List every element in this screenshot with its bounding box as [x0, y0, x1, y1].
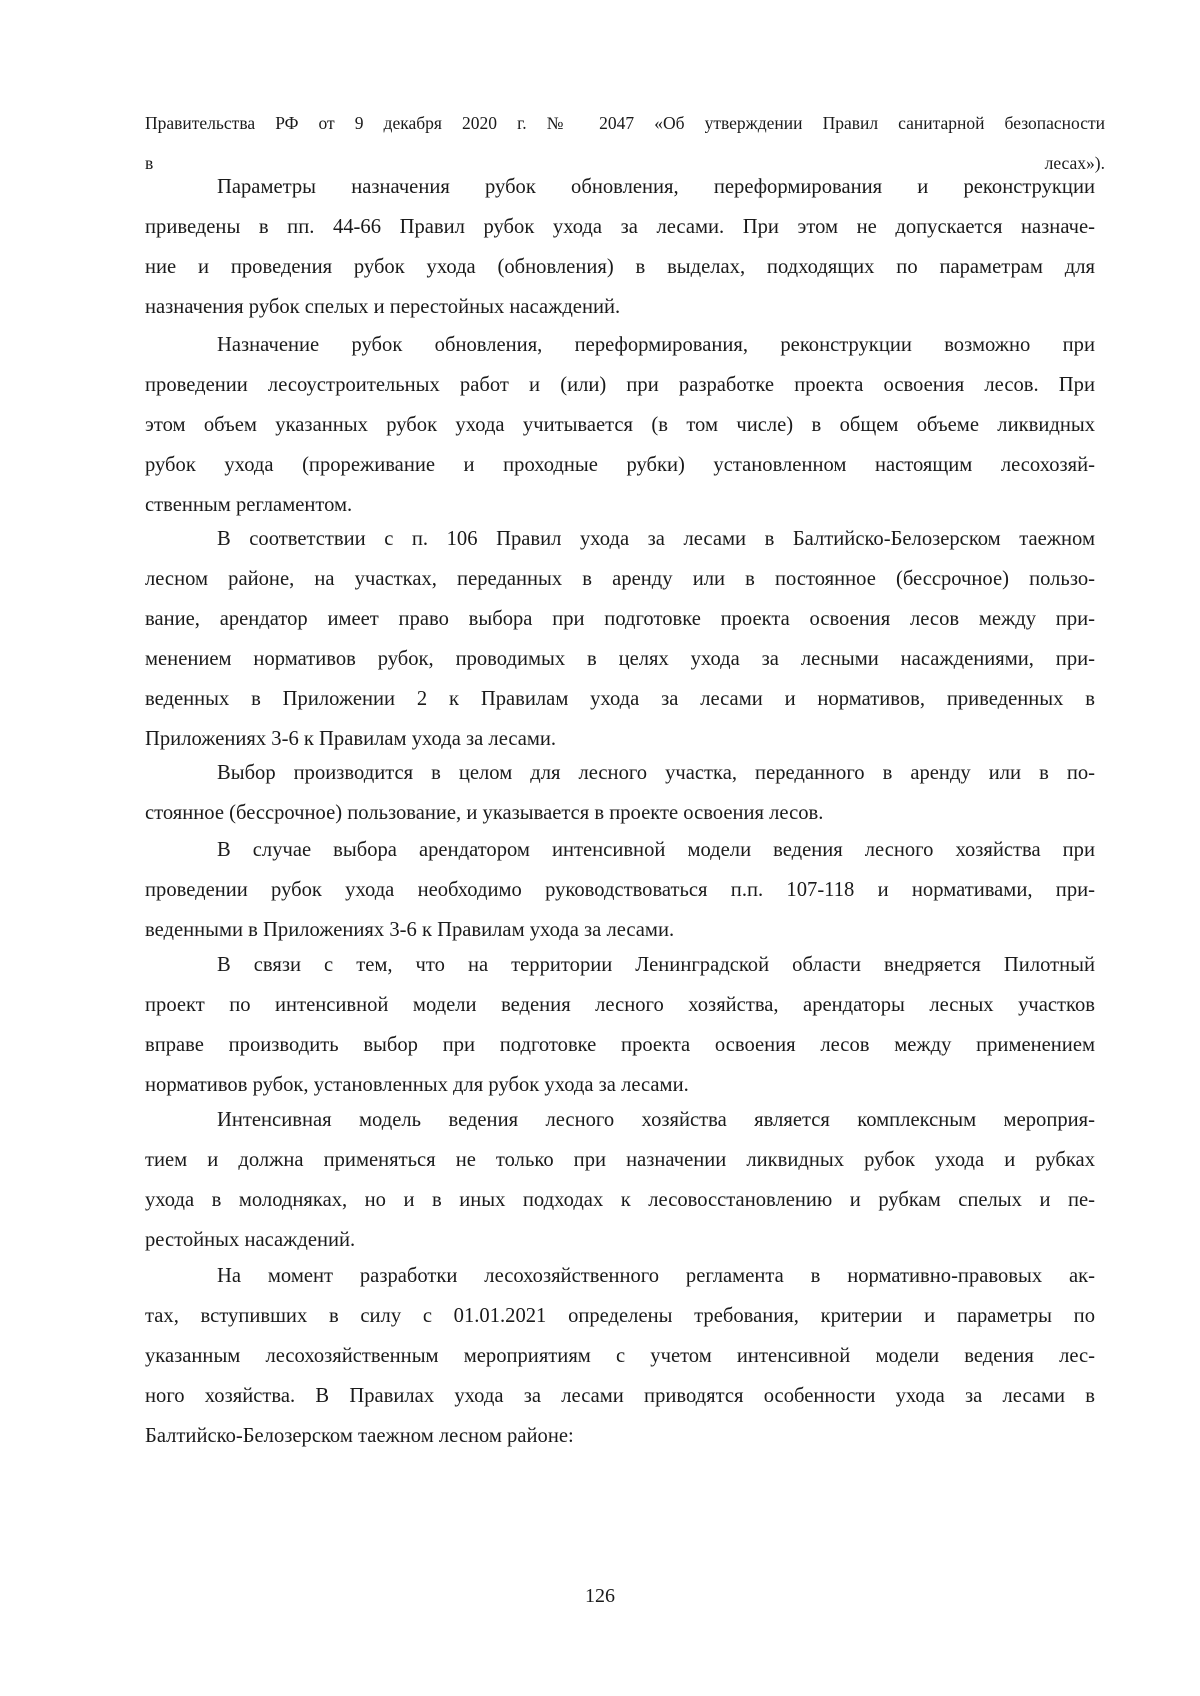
- paragraph-assignment: [145, 325, 1095, 525]
- text-line: Правительства РФ от 9 декабря 2020 г. № 2047 «Об утверждении Правил санитарной безопасности: [145, 113, 1105, 133]
- text-line: ние и проведения рубок ухода (обновления) в выделах, подходящих по параметрам для: [145, 256, 1095, 278]
- text-line: проведении лесоустроительных работ и (или) при разработке проекта освоения лесов. При: [145, 374, 1095, 396]
- text-line: назначения рубок спелых и перестойных насаждений.: [145, 296, 621, 318]
- text-line: В случае выбора арендатором интенсивной модели ведения лесного хозяйства при: [217, 839, 1095, 861]
- text-line: В связи с тем, что на территории Ленинградской области внедряется Пилотный: [217, 954, 1095, 976]
- text-line: вправе производить выбор при подготовке проекта освоения лесов между применением: [145, 1034, 1095, 1056]
- paragraph-pilot-project: [145, 945, 1095, 1105]
- text-line: проведении рубок ухода необходимо руководствоваться п.п. 107-118 и нормативами, при-: [145, 879, 1095, 901]
- text-line: Назначение рубок обновления, переформирования, реконструкции возможно при: [217, 334, 1095, 356]
- text-line: этом объем указанных рубок ухода учитывается (в том числе) в общем объеме ликвидных: [145, 414, 1095, 436]
- paragraph-intensive-model: [145, 1100, 1095, 1260]
- text-line: менением нормативов рубок, проводимых в целях ухода за лесными насаждениями, при-: [145, 648, 1095, 670]
- text-line: проект по интенсивной модели ведения лесного хозяйства, арендаторы лесных участков: [145, 994, 1095, 1016]
- paragraph-regulations: [145, 1256, 1095, 1456]
- text-line: В соответствии с п. 106 Правил ухода за лесами в Балтийско-Белозерском таежном: [217, 528, 1095, 550]
- paragraph-renovation-parameters: [145, 167, 1095, 327]
- paragraph-rules-106: [145, 519, 1095, 759]
- text-line: вание, арендатор имеет право выбора при подготовке проекта освоения лесов между при-: [145, 608, 1095, 630]
- text-line: рестойных насаждений.: [145, 1229, 356, 1251]
- text-line: Приложениях 3-6 к Правилам ухода за лесами.: [145, 728, 557, 750]
- text-line: приведены в пп. 44-66 Правил рубок ухода за лесами. При этом не допускается назначе-: [145, 216, 1095, 238]
- text-line: стоянное (бессрочное) пользование, и указывается в проекте освоения лесов.: [145, 802, 824, 824]
- paragraph-choice: [145, 753, 1095, 833]
- text-line: нормативов рубок, установленных для рубок ухода за лесами.: [145, 1074, 689, 1096]
- text-line: Выбор производится в целом для лесного участка, переданного в аренду или в по-: [217, 762, 1095, 784]
- text-line: Параметры назначения рубок обновления, переформирования и реконструкции: [217, 176, 1095, 198]
- text-line: лесном районе, на участках, переданных в аренду или в постоянное (бессрочное) пользо-: [145, 568, 1095, 590]
- text-line: тием и должна применяться не только при назначении ликвидных рубок ухода и рубках: [145, 1149, 1095, 1171]
- text-line: веденных в Приложении 2 к Правилам ухода за лесами и нормативов, приведенных в: [145, 688, 1095, 710]
- text-line: в лесах»).: [145, 153, 1105, 173]
- text-line: Балтийско-Белозерском таежном лесном районе:: [145, 1425, 574, 1447]
- text-line: На момент разработки лесохозяйственного регламента в нормативно-правовых ак-: [217, 1265, 1095, 1287]
- text-line: веденными в Приложениях 3-6 к Правилам ухода за лесами.: [145, 919, 675, 941]
- text-line: ственным регламентом.: [145, 494, 353, 516]
- paragraph-intensive-choice: [145, 830, 1095, 950]
- page-number: 126: [585, 1585, 615, 1607]
- text-line: Интенсивная модель ведения лесного хозяйства является комплексным мероприя-: [217, 1109, 1095, 1131]
- text-line: рубок ухода (прореживание и проходные рубки) установленном настоящим лесохозяй-: [145, 454, 1095, 476]
- text-line: ного хозяйства. В Правилах ухода за лесами приводятся особенности ухода за лесами в: [145, 1385, 1095, 1407]
- text-line: указанным лесохозяйственным мероприятиям с учетом интенсивной модели ведения лес-: [145, 1345, 1095, 1367]
- text-line: тах, вступивших в силу с 01.01.2021 определены требования, критерии и параметры по: [145, 1305, 1095, 1327]
- text-line: ухода в молодняках, но и в иных подходах к лесовосстановлению и рубкам спелых и пе-: [145, 1189, 1095, 1211]
